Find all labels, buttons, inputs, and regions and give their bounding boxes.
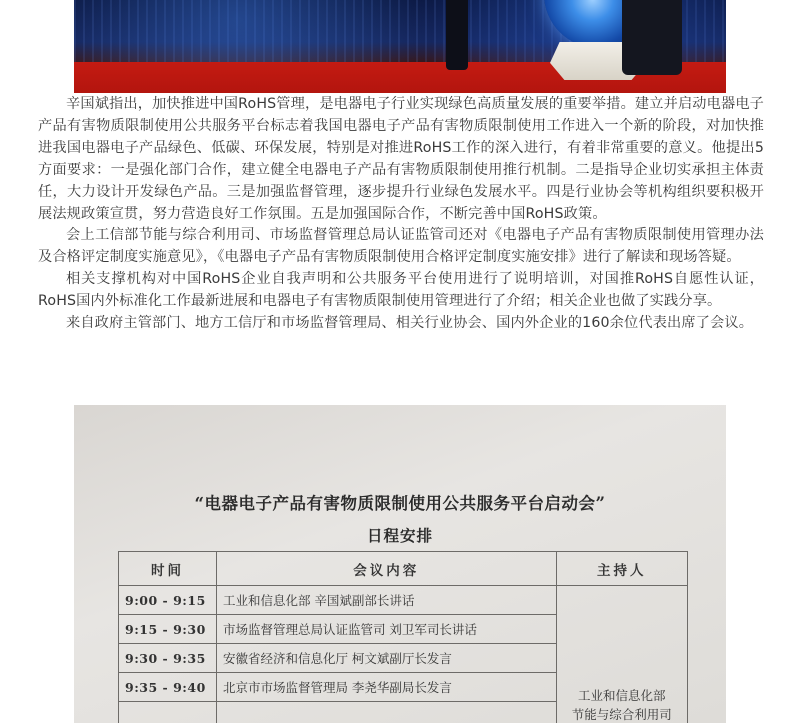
article-paragraph: 来自政府主管部门、地方工信厅和市场监督管理局、相关行业协会、国内外企业的160余位代表出席了会议。 [66,315,754,332]
schedule-header-row [119,552,688,586]
row-time: 9:30 - 9:35 [119,644,217,673]
host-line: 节能与综合利用司 [571,707,672,722]
article-body [38,94,764,335]
row-time [119,702,217,723]
top-event-photo [74,0,726,93]
article-paragraph: 会上工信部节能与综合利用司、市场监督管理总局认证监管司还对《电器电子产品有害物质限制使用管理办法及合格评定制度实施意见》，《电器电子产品有害物质限制使用合格评定制度实施安排》进行了解读和现场答疑。 [38,227,764,266]
header-time: 时间 [119,552,217,586]
schedule-table [118,551,688,723]
person-silhouette-right [622,0,682,75]
schedule-row [119,586,688,615]
row-time: 9:15 - 9:30 [119,615,217,644]
person-silhouette-left [446,0,468,70]
row-content: 市场监督管理总局认证监管司 刘卫军司长讲话 [216,615,556,644]
host-line: 工业和信息化部 [578,688,666,703]
row-time: 9:00 - 9:15 [119,586,217,615]
row-content [216,702,556,723]
article-paragraph: 相关支撑机构对中国RoHS企业自我声明和公共服务平台使用进行了说明培训，对国推RoHS自愿性认证，RoHS国内外标准化工作最新进展和电器电子有害物质限制使用管理进行了介绍；相关企业也做了实践分享。 [38,271,764,310]
row-time: 9:35 - 9:40 [119,673,217,702]
row-content: 安徽省经济和信息化厅 柯文斌副厅长发言 [216,644,556,673]
schedule-title: “电器电子产品有害物质限制使用公共服务平台启动会” [194,494,606,513]
row-content: 北京市市场监督管理局 李尧华副局长发言 [216,673,556,702]
header-host: 主持人 [556,552,687,586]
schedule-subtitle: 日程安排 [366,526,433,545]
host-cell [556,586,687,723]
article-paragraph: 辛国斌指出，加快推进中国RoHS管理，是电器电子行业实现绿色高质量发展的重要举措。建立并启动电器电子产品有害物质限制使用公共服务平台标志着我国电器电子产品有害物质限制使用工作进入一个新的阶段，对加快推进我国电器电子产品绿色、低碳、环保发展，特别是对推进RoHS工作的深入进行，有着非常重要的意义。他提出5方面要求：一是强化部门合作，建立健全电器电子产品有害物质限制使用推行机制。二是指导企业切实承担主体责任，大力设计开发绿色产品。三是加强监督管理，逐步提升行业绿色发展水平。四是行业协会等机构组织要积极开展法规政策宣贯，努力营造良好工作氛围。五是加强国际合作，不断完善中国RoHS政策。 [38,96,764,222]
schedule-sheet-photo [74,405,726,723]
row-content: 工业和信息化部 辛国斌副部长讲话 [216,586,556,615]
header-content: 会议内容 [216,552,556,586]
